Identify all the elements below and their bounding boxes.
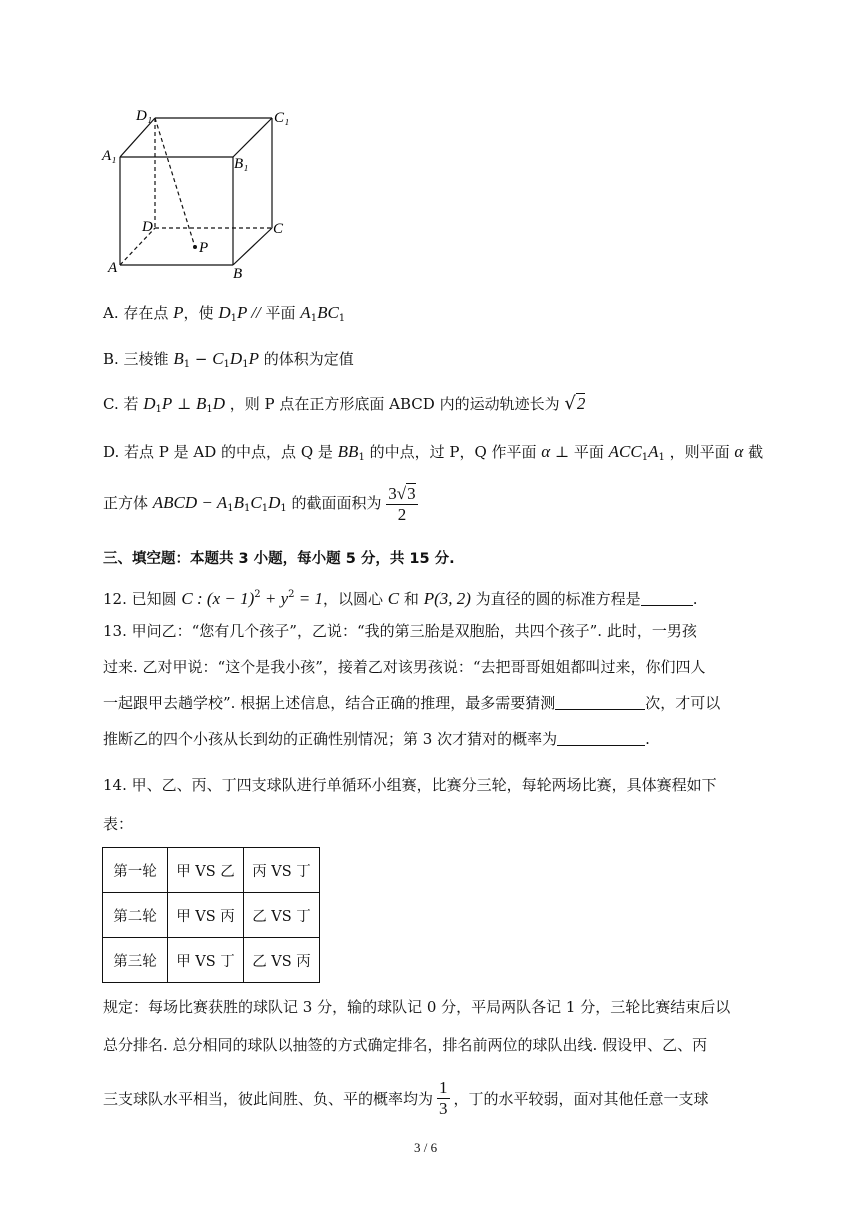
option-d-text: 的中点，过 P，Q 作平面 — [364, 443, 542, 461]
edge-bc — [233, 228, 272, 265]
q12-text: . — [692, 590, 698, 608]
option-b-prefix: B. 三棱锥 — [103, 350, 174, 368]
math-c: C — [212, 349, 224, 368]
math-cube: ABCD − A — [152, 493, 228, 512]
table-cell: 甲 VS 乙 — [168, 848, 244, 893]
math-sub: 1 — [280, 503, 287, 514]
table-cell: 第三轮 — [103, 938, 168, 983]
math-sub: 1 — [658, 452, 665, 463]
q14-text: ，丁的水平较弱，面对其他任意一支球 — [453, 1090, 709, 1108]
option-a — [103, 302, 345, 324]
answer-blank[interactable] — [555, 695, 645, 710]
section-heading: 三、填空题：本题共 3 小题，每小题 5 分，共 15 分. — [103, 551, 455, 567]
option-b — [103, 348, 354, 370]
math-sub: 1 — [155, 404, 162, 415]
math-alpha: α — [541, 442, 551, 461]
page-number: 3 / 6 — [414, 1140, 438, 1155]
q13-line1: 13. 甲问乙：“您有几个孩子”，乙说：“我的第三胎是双胞胎，共四个孩子”. 此时，一男孩 — [103, 622, 697, 640]
table-row — [103, 848, 320, 893]
table-row — [103, 938, 320, 983]
option-d-text: 截 — [743, 443, 764, 461]
q12-point: P(3, 2) — [423, 589, 471, 608]
label-b: B — [233, 266, 243, 282]
math-sub: 1 — [206, 404, 213, 415]
table-cell: 乙 VS 丙 — [244, 938, 320, 983]
option-d-text: ，则平面 — [664, 443, 735, 461]
segment-d1p — [155, 118, 195, 247]
fraction — [386, 483, 417, 525]
fraction — [437, 1078, 450, 1119]
math-bc: BC — [317, 303, 339, 322]
label-b1: B₁ — [234, 156, 249, 172]
q14-rule-line3 — [103, 1078, 709, 1119]
math-sub: 1 — [261, 503, 269, 514]
math-bb: BB — [337, 442, 359, 461]
label-c: C — [273, 221, 284, 237]
q13-text: 一起跟甲去趟学校”. 根据上述信息，结合正确的推理，最多需要猜测 — [103, 694, 556, 712]
q13-text: . — [645, 730, 650, 748]
option-a-prefix: A. 存在点 — [103, 304, 174, 322]
fraction-numerator: 3√3 — [388, 484, 416, 503]
math-sub: 1 — [641, 452, 649, 463]
q12-text: 为直径的圆的标准方程是 — [470, 590, 641, 608]
math-p: P — [161, 394, 173, 413]
table-row — [103, 893, 320, 938]
option-d-line1 — [103, 441, 763, 463]
q14-rule-line2: 总分排名. 总分相同的球队以抽签的方式确定排名，排名前两位的球队出线. 假设甲、乙、丙 — [103, 1036, 708, 1054]
option-c — [103, 393, 585, 415]
q13-line3 — [103, 692, 720, 713]
frac-coef: 3 — [388, 484, 397, 503]
table-cell: 第一轮 — [103, 848, 168, 893]
table-cell: 甲 VS 丙 — [168, 893, 244, 938]
parallel-symbol: // — [247, 303, 261, 322]
q12-text: 12. 已知圆 — [103, 590, 182, 608]
label-a1: A₁ — [102, 148, 117, 164]
math-c: C — [387, 589, 400, 608]
math-d: D — [218, 303, 231, 322]
math-sub: 1 — [310, 313, 318, 324]
math-minus: − — [190, 350, 213, 368]
option-b-suffix: 的体积为定值 — [258, 350, 354, 368]
sqrt-symbol: √ — [564, 393, 576, 414]
q12-eq: = 1 — [294, 589, 324, 608]
option-c-prefix: C. 若 — [103, 395, 144, 413]
q12-text: ，以圆心 — [323, 590, 388, 608]
answer-blank[interactable] — [557, 731, 645, 746]
q13-line4 — [103, 728, 650, 749]
math-sub: 1 — [358, 452, 365, 463]
option-a-mid: ，使 — [183, 304, 219, 322]
math-alpha: α — [734, 442, 744, 461]
option-d-text: 正方体 — [103, 494, 153, 512]
q12-eq: + y — [260, 589, 289, 608]
math-b: B — [233, 493, 244, 512]
q13-text: 次，才可以 — [645, 694, 721, 712]
q14-line1: 14. 甲、乙、丙、丁四支球队进行单循环小组赛，比赛分三轮，每轮两场比赛，具体赛程如下 — [103, 776, 717, 794]
point-p — [193, 245, 197, 249]
q12-text: 和 — [399, 590, 424, 608]
option-d-text: D. 若点 P 是 AD 的中点，点 Q 是 — [103, 443, 338, 461]
edge-b1c1 — [233, 118, 272, 157]
label-c1: C₁ — [274, 110, 290, 126]
sqrt-value: 2 — [576, 394, 586, 413]
math-b: B — [195, 394, 207, 413]
q13-line2: 过来. 乙对甲说：“这个是我小孩”，接着乙对该男孩说：“去把哥哥姐姐都叫过来，你们四人 — [103, 658, 706, 676]
fraction-denominator: 2 — [397, 505, 407, 524]
math-a: A — [300, 303, 311, 322]
math-d: D — [143, 394, 156, 413]
label-d: D — [142, 219, 153, 235]
frac-sqrt: 3 — [407, 484, 416, 503]
math-d: D — [229, 349, 243, 368]
math-sub: 1 — [242, 359, 249, 370]
option-d-line2 — [103, 483, 418, 525]
q12-eq: C : (x − 1) — [181, 589, 255, 608]
table-cell: 甲 VS 丁 — [168, 938, 244, 983]
q14-line2: 表： — [103, 815, 134, 833]
cube-figure — [100, 100, 300, 285]
label-d1: D₁ — [136, 108, 153, 124]
option-a-p: P — [173, 303, 184, 322]
math-sub: 1 — [183, 359, 191, 370]
math-sup: 2 — [288, 589, 295, 600]
math-d: D — [212, 394, 225, 413]
math-a: A — [648, 442, 659, 461]
math-p: P — [248, 349, 259, 368]
math-sup: 2 — [254, 589, 261, 600]
math-sub: 1 — [227, 503, 234, 514]
question-12 — [103, 588, 697, 609]
q14-text: 三支球队水平相当，彼此间胜、负、平的概率均为 — [103, 1090, 434, 1108]
math-sub: 1 — [230, 313, 237, 324]
math-c: C — [250, 493, 262, 512]
fraction-denominator: 3 — [439, 1099, 448, 1118]
option-d-text: ⊥ 平面 — [550, 443, 609, 461]
option-d-text: 的截面面积为 — [286, 494, 387, 512]
q13-text: 推断乙的四个小孩从长到幼的正确性别情况；第 3 次才猜对的概率为 — [103, 730, 558, 748]
table-cell: 丙 VS 丁 — [244, 848, 320, 893]
math-p: P — [236, 303, 248, 322]
label-p: P — [199, 240, 209, 256]
math-sub: 1 — [243, 503, 251, 514]
label-a: A — [108, 260, 118, 276]
math-sub: 1 — [223, 359, 230, 370]
table-cell: 乙 VS 丁 — [244, 893, 320, 938]
table-cell: 第二轮 — [103, 893, 168, 938]
q14-rule-line1: 规定：每场比赛获胜的球队记 3 分，输的球队记 0 分，平局两队各记 1 分，三轮比赛结束后以 — [103, 998, 731, 1016]
math-b: B — [173, 349, 184, 368]
perp-symbol: ⊥ — [172, 395, 196, 413]
option-a-plane: 平面 — [260, 304, 301, 322]
option-c-suffix: ，则 P 点在正方形底面 ABCD 内的运动轨迹长为 — [225, 395, 565, 413]
math-sub: 1 — [338, 313, 346, 324]
answer-blank[interactable] — [641, 591, 693, 606]
math-acc: ACC — [608, 442, 642, 461]
schedule-table — [102, 847, 320, 983]
math-d: D — [268, 493, 281, 512]
fraction-numerator: 1 — [439, 1078, 448, 1097]
